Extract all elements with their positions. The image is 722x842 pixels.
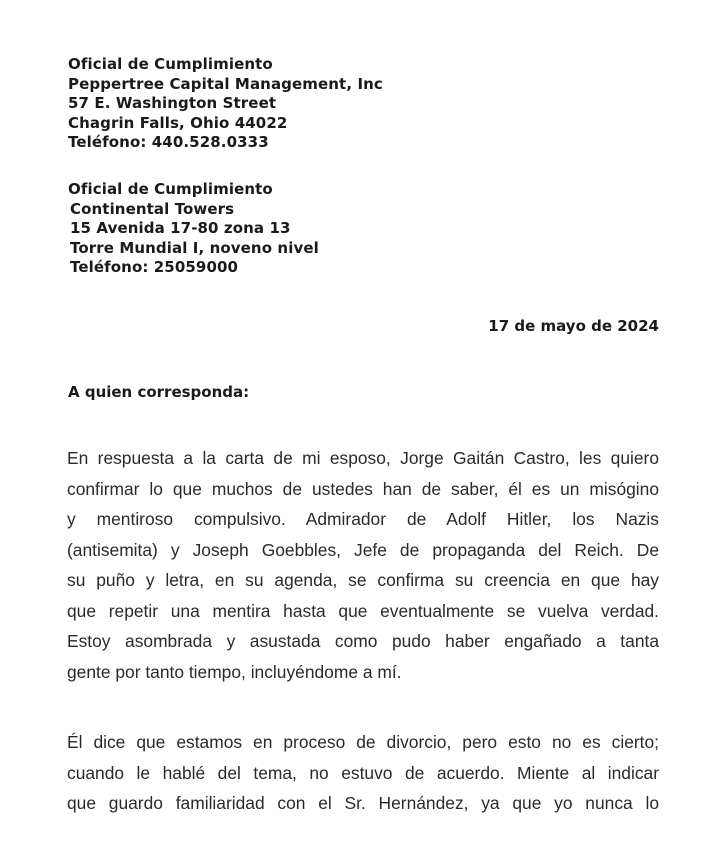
- paragraph-line: (antisemita) y Joseph Goebbles, Jefe de propaganda del Reich. De: [67, 539, 659, 560]
- recipient-city: Chagrin Falls, Ohio 44022: [68, 113, 288, 132]
- paragraph-line: que guardo familiaridad con el Sr. Hernández, ya que yo nunca lo: [67, 793, 659, 813]
- recipient-address-2: [68, 180, 319, 278]
- paragraph-line: Él dice que estamos en proceso de divorcio, pero esto no es cierto;: [67, 732, 659, 752]
- paragraph-line: En respuesta a la carta de mi esposo, Jorge Gaitán Castro, les quiero: [67, 448, 659, 468]
- recipient-street: 57 E. Washington Street: [68, 94, 277, 112]
- paragraph-line: su puño y letra, en su agenda, se confirma su creencia en que hay: [67, 570, 659, 590]
- paragraph-line: cuando le hablé del tema, no estuvo de acuerdo. Miente al indicar: [67, 762, 659, 783]
- recipient-building: Torre Mundial I, noveno nivel: [70, 238, 319, 257]
- recipient-phone: Teléfono: 440.528.0333: [68, 133, 269, 151]
- paragraph-line: gente por tanto tiempo, incluyéndome a mí.: [67, 661, 402, 682]
- recipient-title: Oficial de Cumplimiento: [68, 55, 273, 73]
- letter-date: 17 de mayo de 2024: [488, 317, 659, 335]
- recipient-company: Continental Towers: [70, 199, 235, 218]
- recipient-company: Peppertree Capital Management, Inc: [68, 74, 383, 93]
- body-paragraph-2: [67, 727, 659, 819]
- recipient-address-1: [68, 55, 383, 153]
- paragraph-line: y mentiroso compulsivo. Admirador de Adolf Hitler, los Nazis: [67, 509, 659, 529]
- recipient-phone: Teléfono: 25059000: [70, 258, 239, 276]
- recipient-street: 15 Avenida 17-80 zona 13: [70, 219, 291, 237]
- recipient-title: Oficial de Cumplimiento: [68, 180, 273, 198]
- body-paragraph-1: [67, 443, 659, 687]
- paragraph-line: Estoy asombrada y asustada como pudo haber engañado a tanta: [67, 631, 659, 651]
- paragraph-line: que repetir una mentira hasta que eventualmente se vuelva verdad.: [67, 600, 659, 621]
- salutation: A quien corresponda:: [68, 383, 250, 401]
- paragraph-line: confirmar lo que muchos de ustedes han de saber, él es un misógino: [67, 478, 659, 499]
